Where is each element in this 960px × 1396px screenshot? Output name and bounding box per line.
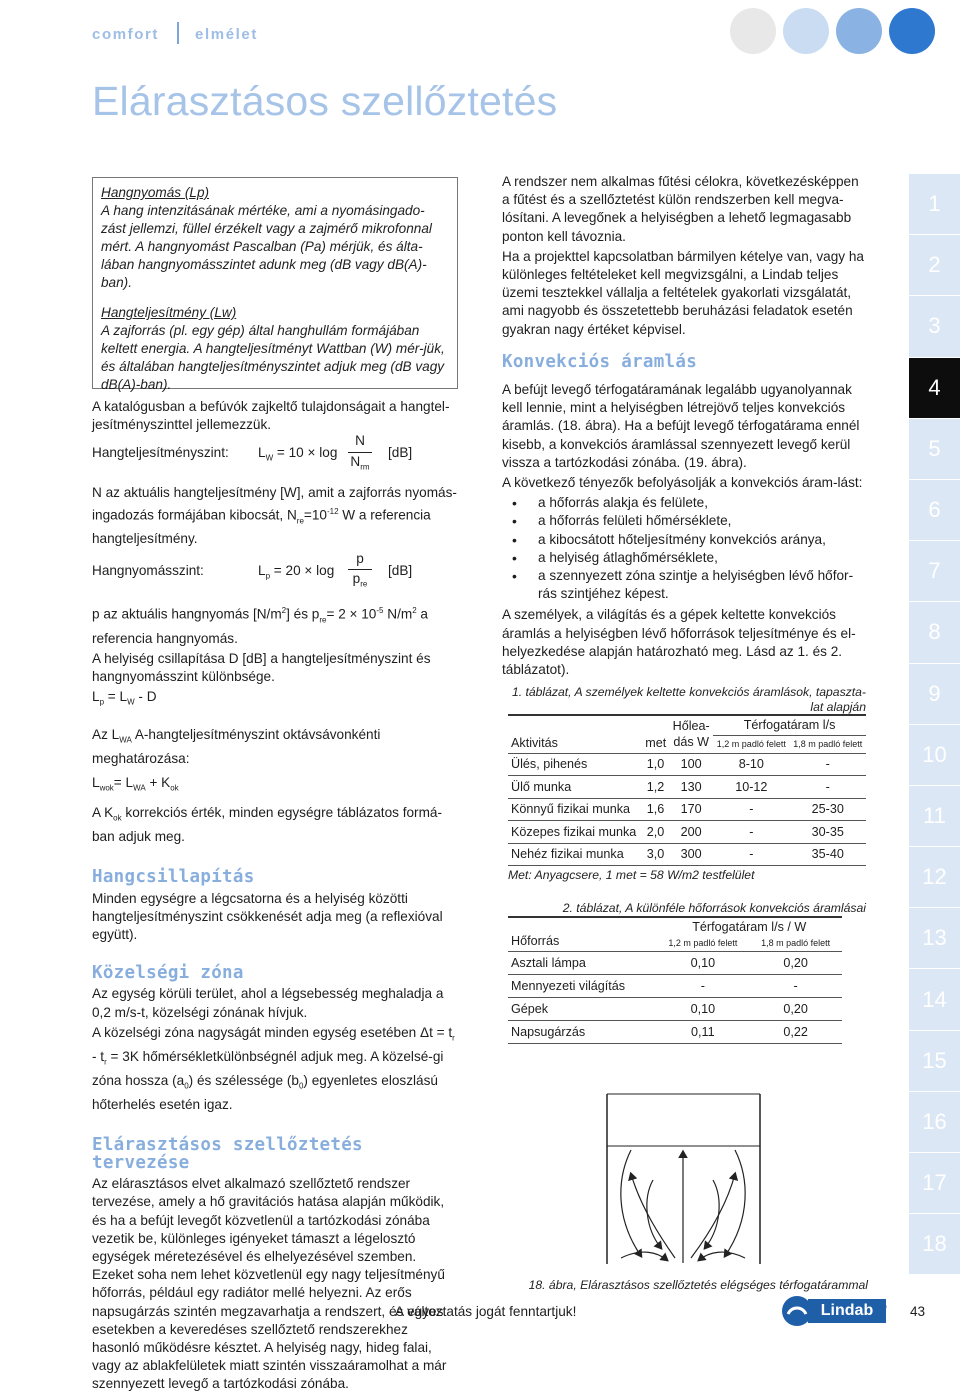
lwa-text: Az $L_{WA}$ A-hangteljesítményszint oktávsávonkénti meghatározása: [92,727,381,767]
lindab-logo-icon [782,1296,812,1326]
brand-elmelet: elmélet [195,26,258,43]
table-cell: 1,0 [642,753,669,776]
table-cell: 30-35 [790,821,866,844]
tab-2[interactable]: 2 [909,235,960,296]
tab-12[interactable]: 12 [909,847,960,908]
table-persons [508,714,866,866]
table-cell: Nehéz fizikai munka [508,843,642,866]
table-cell: 300 [669,843,713,866]
table-cell: - [790,776,866,799]
table-cell: 10-12 [713,776,789,799]
table-heat-sources [508,916,842,1044]
heading-kozelsegi-zona: Közelségi zóna [92,963,244,984]
heading-konvekcios: Konvekciós áramlás [502,351,698,372]
convection-figure [601,1088,766,1270]
th-met: met [642,715,669,753]
table-cell: Könnyű fizikai munka [508,798,642,821]
th-sub-12: 1,2 m padló felett [713,735,789,753]
list-item: • a kibocsátott hőteljesítmény konvekciós aránya, [502,531,868,549]
formula-unit-power: [dB] [388,445,413,461]
tab-8[interactable]: 8 [909,602,960,663]
box-heading-hangnyomas: Hangnyomás (Lp) [101,185,210,200]
decor-circle-1 [730,8,776,54]
persons-text: A személyek, a világítás és a gépek keltette konvekciós áramlás a helyiségben lévő hőforrások teljesítménye és el-helyezkedése alapján határozható meg. Lásd az 1. és 2. táblázatot). [502,607,856,678]
heading-tervezes: Elárasztásos szellőztetés tervezése [92,1134,363,1174]
damping-text: A helyiség csillapítása D [dB] a hangteljesítményszint és hangnyomásszint különbsége. [92,650,431,685]
arrow-up-right [691,1174,735,1258]
page-title: Elárasztásos szellőztetés [92,78,558,124]
factors-intro: A következő tényezők befolyásolják a konvekciós áram-lást: [502,475,863,491]
table-cell: 1,6 [642,798,669,821]
table-cell: 0,20 [749,951,842,974]
tab-7[interactable]: 7 [909,541,960,602]
arrow-floor-right [699,1252,745,1260]
footer-notice: A változtatás jogát fenntartjuk! [395,1304,577,1319]
table-cell: 0,10 [656,997,749,1020]
table-row [508,753,866,776]
list-item: • a hőforrás felületi hőmérséklete, [502,512,868,530]
table-cell: 0,10 [656,951,749,974]
table-row [508,997,842,1020]
heading-hangcsillapitas: Hangcsillapítás [92,867,255,888]
table-row [508,951,842,974]
konvekcios-text: A befújt levegő térfogatáramának legalább ugyanolyannak kell lennie, mint a helyiségben létrejövő teljes konvekciós áramlás. (18. ábra). Ha a befújt levegő térfogatárama ennél kisebb, a konvekciós áramlással szennyezett levegő kerül vissza a tartózkodási zónába. (19. ábra). [502,382,860,470]
table-cell: 25-30 [790,798,866,821]
table-cell: 3,0 [642,843,669,866]
table-cell: - [713,821,789,844]
arrow-inner-right [705,1180,719,1248]
th-flow: Térfogatáram l/s / W [692,919,807,934]
th-activity: Aktivitás [508,715,642,753]
tab-18[interactable]: 18 [909,1214,960,1275]
table-row [508,974,842,997]
arrow-down-right [725,1150,745,1256]
table-cell: 100 [669,753,713,776]
table-row [508,1020,842,1043]
table-header-row [508,917,842,935]
kozelsegi-text-1: Az egység körüli terület, ahol a légsebesség meghaladja a 0,2 m/s-t, közelségi zónának hívjuk. [92,986,444,1020]
sound-power-formula [92,433,458,476]
met-note: Met: Anyagcsere, 1 met = 58 W/m2 testfelület [508,868,755,882]
left-column [92,398,458,1396]
th-sub-18: 1,8 m padló felett [749,935,842,951]
tab-5[interactable]: 5 [909,419,960,480]
hangcsillapitas-text: Minden egységre a légcsatorna és a helyiség közötti hangteljesítményszint csökkenését adja meg (a reflexióval együtt). [92,890,443,943]
tab-10[interactable]: 10 [909,725,960,786]
table-header-row [508,715,866,735]
brand-comfort: comfort [92,26,160,43]
table-cell: 200 [669,821,713,844]
th-flow: Térfogatáram l/s [713,715,866,735]
box-text-hangnyomas: A hang intenzitásának mértéke, ami a nyomásingado-zást jellemzi, füllel érzékelt vagy a zajmérő mikrofonnal mért. A hangnyomást Pascalban (Pa) mérjük, és álta-lában hangnyomásszintet adunk meg (dB vagy dB(A)-ban). [101,203,432,290]
table-cell: 0,20 [749,997,842,1020]
definition-box [92,177,458,392]
table-cell: Közepes fizikai munka [508,821,642,844]
tab-9[interactable]: 9 [909,664,960,725]
formula-lhs-power: $L_W = 10 \times \log$ [258,445,338,464]
table-cell: - [656,974,749,997]
lp-equation: $L_p = L_W - D$ [92,689,157,708]
table-cell: - [749,974,842,997]
table-row [508,776,866,799]
table-cell: 2,0 [642,821,669,844]
table-cell: 170 [669,798,713,821]
table2-caption: 2. táblázat, A különféle hőforrások konvekciós áramlásai [562,901,866,915]
tab-15[interactable]: 15 [909,1031,960,1092]
sound-pressure-formula [92,551,458,594]
box-text-hangteljesitmeny: A zajforrás (pl. egy gép) által hanghullám formájában keltett energia. A hangteljesítményt Wattban (W) mér-jük, és általában hangteljesítményszintet adjuk meg (dB vagy dB(A)-ban). [101,323,445,392]
page-number: 43 [910,1304,926,1319]
air-flow-arrows [621,1150,745,1263]
tab-6[interactable]: 6 [909,480,960,541]
formula-fraction-pressure: p $p_{re}$ [348,550,372,594]
table-cell: Ülő munka [508,776,642,799]
tab-4[interactable]: 4 [909,358,960,419]
table-row [508,843,866,866]
arrow-down-left [621,1150,641,1256]
tab-16[interactable]: 16 [909,1092,960,1153]
kozelsegi-text-2: A közelségi zóna nagyságát minden egység esetében $\Delta t = t_r - t_r = 3K$ hőmérsékletkülönbségnél adjuk meg. A közelsé-gi zóna hossza $(a_0)$ és szélessége $(b_0)$ egyenletes eloszlású hőterhelés esetén igaz. [92,1024,455,1112]
lindab-logo-text: Lindab [808,1299,886,1323]
table-cell: 1,2 [642,776,669,799]
table-cell: 130 [669,776,713,799]
formula-label-pressure: Hangnyomásszint: [92,563,204,579]
figure-caption: 18. ábra, Elárasztásos szellőztetés elégséges térfogatárammal [528,1278,868,1292]
brand-separator [177,22,179,44]
table-row [508,798,866,821]
table-cell: 8-10 [713,753,789,776]
decor-circle-3 [836,8,882,54]
table-cell: - [790,753,866,776]
catalog-text: A katalógusban a befúvók zajkeltő tulajdonságait a hangtel-jesítményszinttel jellemezzük. [92,399,450,433]
chapter-tabs [909,174,960,1275]
table-cell: Gépek [508,997,656,1020]
table1-caption: 1. táblázat, A személyek keltette konvekciós áramlások, tapaszta-lat alapján [511,685,866,714]
tab-17[interactable]: 17 [909,1153,960,1214]
formula-label-power: Hangteljesítményszint: [92,445,229,461]
arrow-floor-left [621,1252,667,1260]
th-sub-18: 1,8 m padló felett [790,735,866,753]
tab-11[interactable]: 11 [909,786,960,847]
th-source: Hőforrás [508,917,656,951]
arrow-up-left [631,1174,675,1258]
brand-header [92,22,258,43]
table-row [508,821,866,844]
table-cell: - [713,843,789,866]
table-cell: Napsugárzás [508,1020,656,1043]
formula-unit-pressure: [dB] [388,563,413,579]
th-heat: Hőlea- dás W [669,715,713,753]
right-column [502,173,868,681]
list-item: • a szennyezett zóna szintje a helyiségben lévő hőfor-rás szintjéhez képest. [502,567,868,603]
right-text-2: Ha a projekttel kapcsolatban bármilyen kételye van, vagy ha különleges feltételeket kell megvizsgálni, a Lindab teljes üzemi tesztekkel vállalja a feltételek gyakorlati vizsgálatát, ami nagyobb és összetettebb beruházási feladatok esetén gyakran nagy értéket képvisel. [502,248,864,337]
table-cell: Ülés, pihenés [508,753,642,776]
table-cell: 0,11 [656,1020,749,1043]
n-explanation: N az aktuális hangteljesítmény [W], amit a zajforrás nyomás-ingadozás formájában kibocsát, $N_{re}=10^{-12}$ W a referencia hangteljesítmény. [92,485,457,547]
factors-list [502,494,868,603]
table-cell: 35-40 [790,843,866,866]
formula-lhs-pressure: $L_p = 20 \times \log$ [258,563,335,581]
decor-circle-2 [783,8,829,54]
box-heading-hangteljesitmeny: Hangteljesítmény (Lw) [101,305,237,320]
table-cell: Mennyezeti világítás [508,974,656,997]
p-explanation: p az aktuális hangnyomás $[N/m^2]$ és $p_{re}= 2 \times 10^{-5}$ $N/m^2$ a referencia hangnyomás. [92,606,428,646]
tervezes-text: Az elárasztásos elvet alkalmazó szellőztető rendszer tervezése, amely a hő gravitációs hatása alapján működik, és ha a befújt levegőt közvetlenül a tartózkodási zónába vezetik be, különleges igényeket támaszt a légelosztó egységek méretezésével és elhelyezésével szemben. Ezeket soha nem lehet közvetlenül egy nagy teljesítményű hőforrás, például egy radiátor mellé helyezni. Az erős napsugárzás szintén megzavarhatja a rendszert, és egyes esetekben a keveredéses szellőztető rendszerekhez hasonló működésre késztet. A helyiség nagy, hideg falai, vagy az ablakfelületek miatt szintén visszaáramolhat a már szennyezett levegő a tartózkodási zónába. [92,1176,447,1392]
right-text-1: A rendszer nem alkalmas fűtési célokra, következésképpen a fűtést és a szellőztetést külön rendszerben kell megva-lósítani. A levegőnek a helyiségben a lehető legmagasabb ponton kell távoznia. [502,174,859,244]
th-sub-12: 1,2 m padló felett [656,935,749,951]
decor-circle-4 [889,8,935,54]
arrow-inner-left [647,1180,661,1248]
kok-text: A $K_{ok}$ korrekciós érték, minden egységre táblázatos formá-ban adjuk meg. [92,805,442,845]
table-cell: Asztali lámpa [508,951,656,974]
registered-mark: ® [880,1302,887,1312]
lwok-equation: $L_{wok}= L_{WA} + K_{ok}$ [92,775,179,794]
tab-1[interactable]: 1 [909,174,960,235]
tab-13[interactable]: 13 [909,908,960,969]
list-item: • a hőforrás alakja és felülete, [502,494,868,512]
formula-fraction-power: N $N_{rm}$ [348,432,372,476]
table-cell: - [713,798,789,821]
tab-14[interactable]: 14 [909,969,960,1030]
list-item: • a helyiség átlaghőmérséklete, [502,549,868,567]
table-cell: 0,22 [749,1020,842,1043]
tab-3[interactable]: 3 [909,296,960,357]
